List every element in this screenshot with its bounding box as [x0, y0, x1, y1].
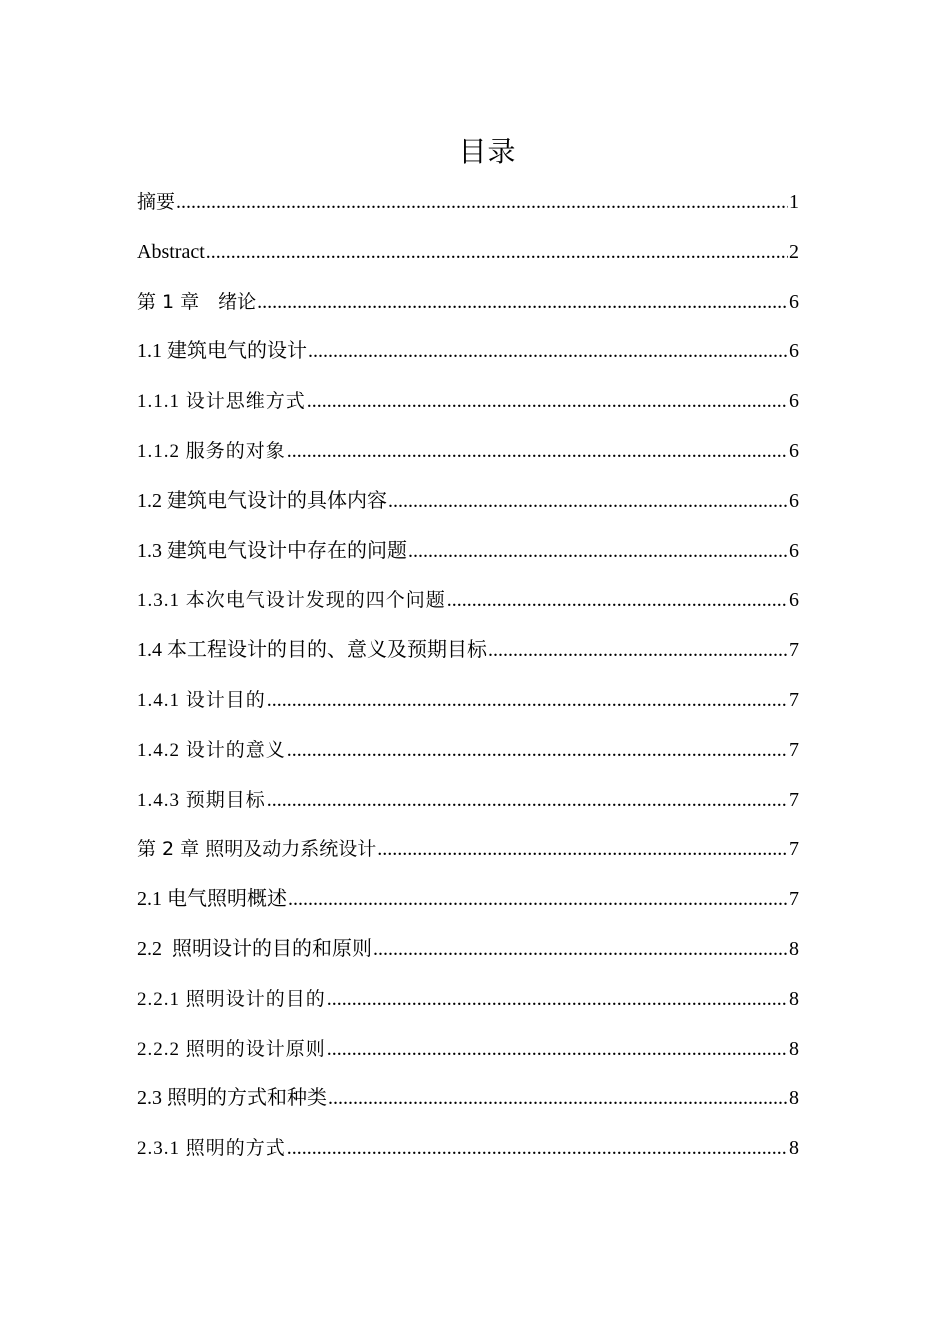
toc-entry[interactable]	[137, 481, 799, 531]
toc-entry-text: 2.2 照明设计的目的和原则	[137, 937, 372, 960]
toc-entry[interactable]	[137, 1128, 799, 1178]
toc-entry-text: 摘要	[137, 191, 176, 213]
toc-page-number: 6	[789, 589, 799, 612]
toc-leader-dots	[307, 381, 788, 421]
toc-entry[interactable]	[137, 331, 799, 381]
toc-entry-text: 2.3.1 照明的方式	[137, 1138, 286, 1160]
toc-leader-dots	[287, 431, 788, 471]
toc-page-number: 8	[789, 1137, 799, 1160]
toc-entry-text: 2.2.1 照明设计的目的	[137, 988, 326, 1010]
toc-page-number: 7	[789, 688, 799, 711]
toc-leader-dots	[287, 730, 788, 770]
toc-leader-dots	[287, 1128, 788, 1168]
toc-entry-text: Abstract	[137, 240, 205, 263]
toc-entry-text: 1.4 本工程设计的目的、意义及预期目标	[137, 639, 487, 662]
toc-page-number: 8	[789, 1087, 799, 1110]
toc-entry-text: 1.2 建筑电气设计的具体内容	[137, 489, 387, 512]
toc-leader-dots	[408, 531, 788, 571]
toc-page-number: 6	[789, 489, 799, 512]
toc-page-number: 7	[789, 788, 799, 811]
toc-leader-dots	[327, 979, 788, 1019]
toc-entry[interactable]	[137, 730, 799, 780]
toc-entry[interactable]	[137, 282, 799, 332]
toc-entry[interactable]	[137, 1029, 799, 1079]
toc-leader-dots	[206, 232, 788, 272]
toc-entry[interactable]	[137, 381, 799, 431]
toc-entry[interactable]	[137, 829, 799, 879]
toc-entry[interactable]	[137, 1078, 799, 1128]
toc-leader-dots	[288, 879, 788, 919]
toc-entry-text: 第 2 章 照明及动力系统设计	[137, 838, 377, 861]
toc-entry-text: 1.4.3 预期目标	[137, 789, 266, 811]
toc-entry-text: 2.3 照明的方式和种类	[137, 1087, 327, 1110]
toc-leader-dots	[257, 282, 788, 322]
toc-page-number: 7	[789, 738, 799, 761]
toc-leader-dots	[388, 481, 788, 521]
toc-leader-dots	[377, 829, 788, 869]
toc-page-number: 6	[789, 390, 799, 413]
toc-entry[interactable]	[137, 680, 799, 730]
toc-entry[interactable]	[137, 431, 799, 481]
toc-leader-dots	[488, 630, 788, 670]
toc-entry[interactable]	[137, 630, 799, 680]
toc-leader-dots	[327, 1029, 788, 1069]
toc-page-number: 8	[789, 937, 799, 960]
toc-leader-dots	[176, 182, 788, 222]
toc-leader-dots	[447, 580, 788, 620]
toc-entry-text: 1.3 建筑电气设计中存在的问题	[137, 539, 407, 562]
toc-entry-text: 1.4.1 设计目的	[137, 689, 266, 711]
toc-entry[interactable]	[137, 232, 799, 282]
toc-entry-text: 1.1.1 设计思维方式	[137, 391, 306, 413]
toc-entry-text: 第 1 章 绪论	[137, 290, 257, 313]
toc-page-number: 7	[789, 838, 799, 861]
toc-leader-dots	[308, 331, 788, 371]
toc-entry-text: 1.4.2 设计的意义	[137, 739, 286, 761]
toc-page-number: 1	[789, 191, 799, 213]
toc-page-number: 8	[789, 1037, 799, 1060]
toc-page-number: 7	[789, 888, 799, 911]
toc-page-number: 6	[789, 290, 799, 313]
toc-page-number: 8	[789, 987, 799, 1010]
toc-list	[137, 182, 799, 1178]
toc-page-number: 6	[789, 539, 799, 562]
toc-leader-dots	[267, 780, 788, 820]
toc-entry[interactable]	[137, 182, 799, 232]
toc-entry-text: 2.1 电气照明概述	[137, 888, 287, 911]
toc-entry[interactable]	[137, 929, 799, 979]
toc-page-number: 6	[789, 439, 799, 462]
toc-page-number: 6	[789, 340, 799, 363]
toc-entry[interactable]	[137, 580, 799, 630]
toc-entry-text: 1.1 建筑电气的设计	[137, 340, 307, 363]
toc-entry[interactable]	[137, 780, 799, 830]
toc-entry[interactable]	[137, 531, 799, 581]
toc-page-number: 2	[789, 240, 799, 263]
toc-page-number: 7	[789, 639, 799, 662]
toc-entry-text: 1.1.2 服务的对象	[137, 440, 286, 462]
toc-leader-dots	[373, 929, 788, 969]
toc-leader-dots	[328, 1078, 788, 1118]
toc-title: 目录	[458, 135, 517, 168]
toc-entry-text: 2.2.2 照明的设计原则	[137, 1038, 326, 1060]
toc-entry-text: 1.3.1 本次电气设计发现的四个问题	[137, 590, 446, 612]
toc-entry[interactable]	[137, 879, 799, 929]
toc-leader-dots	[267, 680, 788, 720]
toc-entry[interactable]	[137, 979, 799, 1029]
